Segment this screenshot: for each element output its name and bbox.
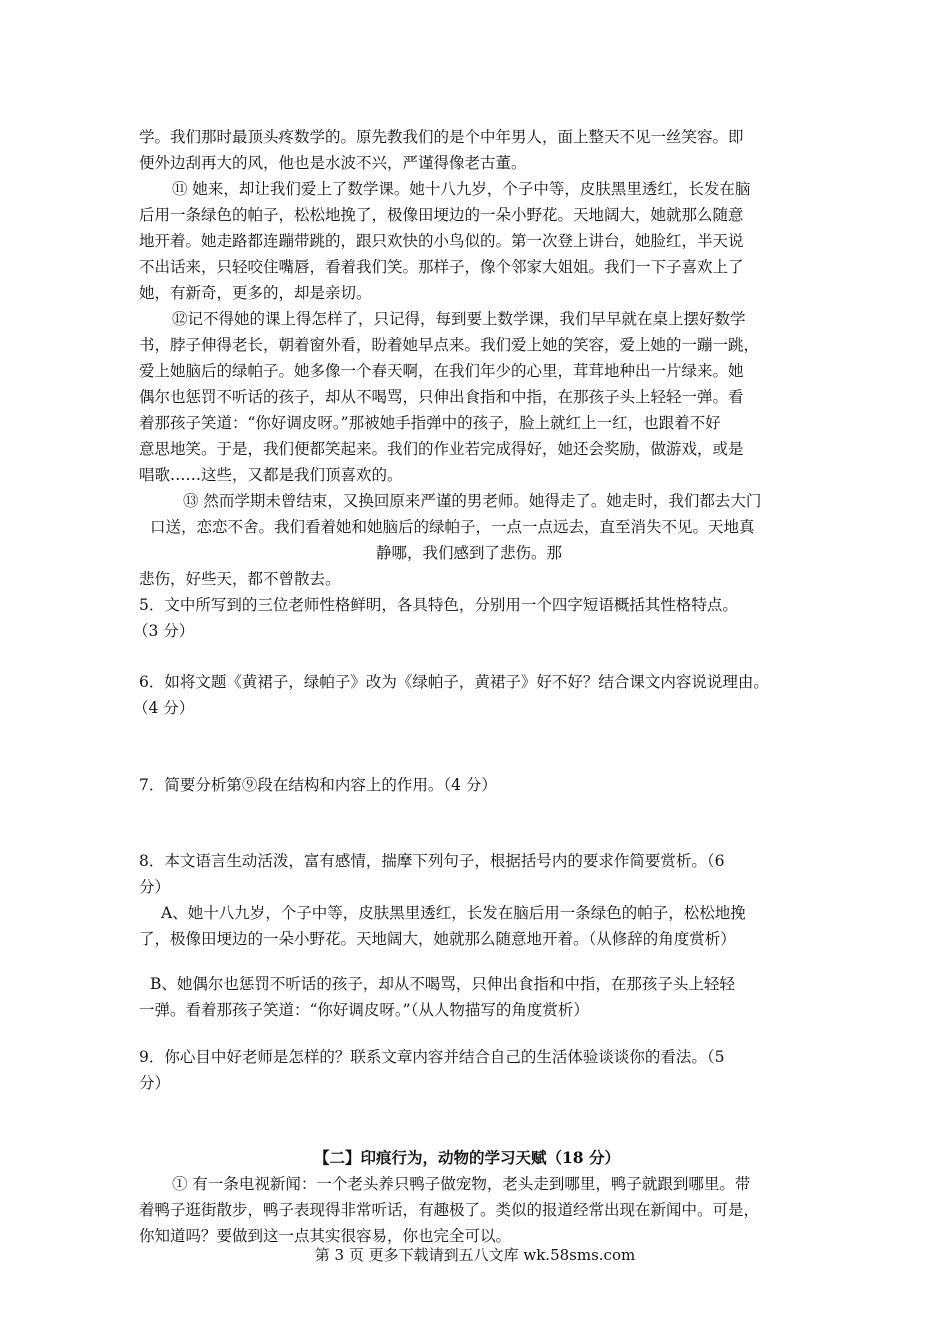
question-8b-line: 一弹。看着那孩子笑道：“你好调皮呀。”（从人物描写的角度赏析） [139, 1001, 589, 1019]
story-p12-line: 意思地笑。于是，我们便都笑起来。我们的作业若完成得好，她还会奖励，做游戏，或是 [139, 440, 744, 458]
story-p13-line: 悲伤，好些天，都不曾散去。 [139, 570, 341, 588]
story-p12-line: 唱歌……这些，又都是我们顶喜欢的。 [139, 466, 403, 484]
question-8-score: 分） [139, 878, 171, 896]
story-p11-line: 地开着。她走路都连蹦带跳的，跟只欢快的小鸟似的。第一次登上讲台，她脸红，半天说 [139, 232, 744, 250]
story-intro-line: 学。我们那时最顶头疼数学的。原先教我们的是个中年男人，面上整天不见一丝笑容。即 [139, 128, 744, 146]
question-8b: B、她偶尔也惩罚不听话的孩子，却从不喝骂，只伸出食指和中指，在那孩子头上轻轻 [150, 975, 735, 993]
story-intro-line: 便外边刮再大的风，他也是水波不兴，严谨得像老古董。 [139, 154, 527, 172]
story-p11-line: 不出话来，只轻咬住嘴唇，看着我们笑。那样子，像个邻家大姐姐。我们一下子喜欢上了 [139, 258, 744, 276]
story-p12-line: 偶尔也惩罚不听话的孩子，却从不喝骂，只伸出食指和中指，在那孩子头上轻轻一弹。看 [139, 388, 744, 406]
question-8: 8．本文语言生动活泼，富有感情，揣摩下列句子，根据括号内的要求作简要赏析。（6 [139, 852, 725, 870]
question-6-score: （4 分） [133, 699, 195, 717]
story-p13-line: 静哪，我们感到了悲伤。那 [376, 544, 563, 562]
story-p11-line: ⑪ 她来，却让我们爱上了数学课。她十八九岁，个子中等，皮肤黑里透红，长发在脑 [172, 180, 751, 198]
story-p12-line: 着那孩子笑道：“你好调皮呀。”那被她手指弹中的孩子，脸上就红上一红，也跟着不好 [139, 414, 721, 432]
section2-p1-line: 着鸭子逛街散步，鸭子表现得非常听话，有趣极了。类似的报道经常出现在新闻中。可是， [139, 1201, 760, 1219]
story-p11-line: 后用一条绿色的帕子，松松地挽了，极像田埂边的一朵小野花。天地阔大，她就那么随意 [139, 206, 744, 224]
page-footer: 第 3 页 更多下载请到五八文库 wk.58sms.com [314, 1246, 636, 1264]
story-p12-line: ⑫记不得她的课上得怎样了，只记得，每到要上数学课，我们早早就在桌上摆好数学 [172, 310, 746, 328]
question-9: 9．你心目中好老师是怎样的？联系文章内容并结合自己的生活体验谈谈你的看法。（5 [139, 1048, 725, 1066]
story-p12-line: 爱上她脑后的绿帕子。她多像一个春天啊，在我们年少的心里，茸茸地种出一片绿来。她 [139, 362, 744, 380]
story-p12-line: 书，脖子伸得老长，朝着窗外看，盼着她早点来。我们爱上她的笑容，爱上她的一蹦一跳， [139, 336, 760, 354]
story-p11-line: 她，有新奇，更多的，却是亲切。 [139, 284, 372, 302]
section-title: 【二】印痕行为，动物的学习天赋（18 分） [314, 1148, 620, 1167]
section2-p1-line: ① 有一条电视新闻：一个老头养只鸭子做宠物，老头走到哪里，鸭子就跟到哪里。带 [172, 1175, 751, 1193]
section2-p1-line: 你知道吗？要做到这一点其实很容易，你也完全可以。 [139, 1227, 512, 1245]
question-5-score: （3 分） [133, 622, 195, 640]
question-6: 6．如将文题《黄裙子，绿帕子》改为《绿帕子，黄裙子》好不好？结合课文内容说说理由。 [139, 673, 769, 691]
question-9-score: 分） [139, 1074, 171, 1092]
story-p13-line: ⑬ 然而学期未曾结束，又换回原来严谨的男老师。她得走了。她走时，我们都去大门 [183, 492, 762, 510]
question-8a-line: 了，极像田埂边的一朵小野花。天地阔大，她就那么随意地开着。（从修辞的角度赏析） [139, 930, 736, 948]
question-8a: A、她十八九岁，个子中等，皮肤黑里透红，长发在脑后用一条绿色的帕子，松松地挽 [161, 904, 746, 922]
story-p13-line: 口送，恋恋不舍。我们看着她和她脑后的绿帕子，一点一点远去，直至消失不见。天地真 [150, 518, 755, 536]
question-5: 5．文中所写到的三位老师性格鲜明，各具特色，分别用一个四字短语概括其性格特点。 [139, 596, 738, 614]
question-7: 7．简要分析第⑨段在结构和内容上的作用。（4 分） [139, 776, 497, 794]
